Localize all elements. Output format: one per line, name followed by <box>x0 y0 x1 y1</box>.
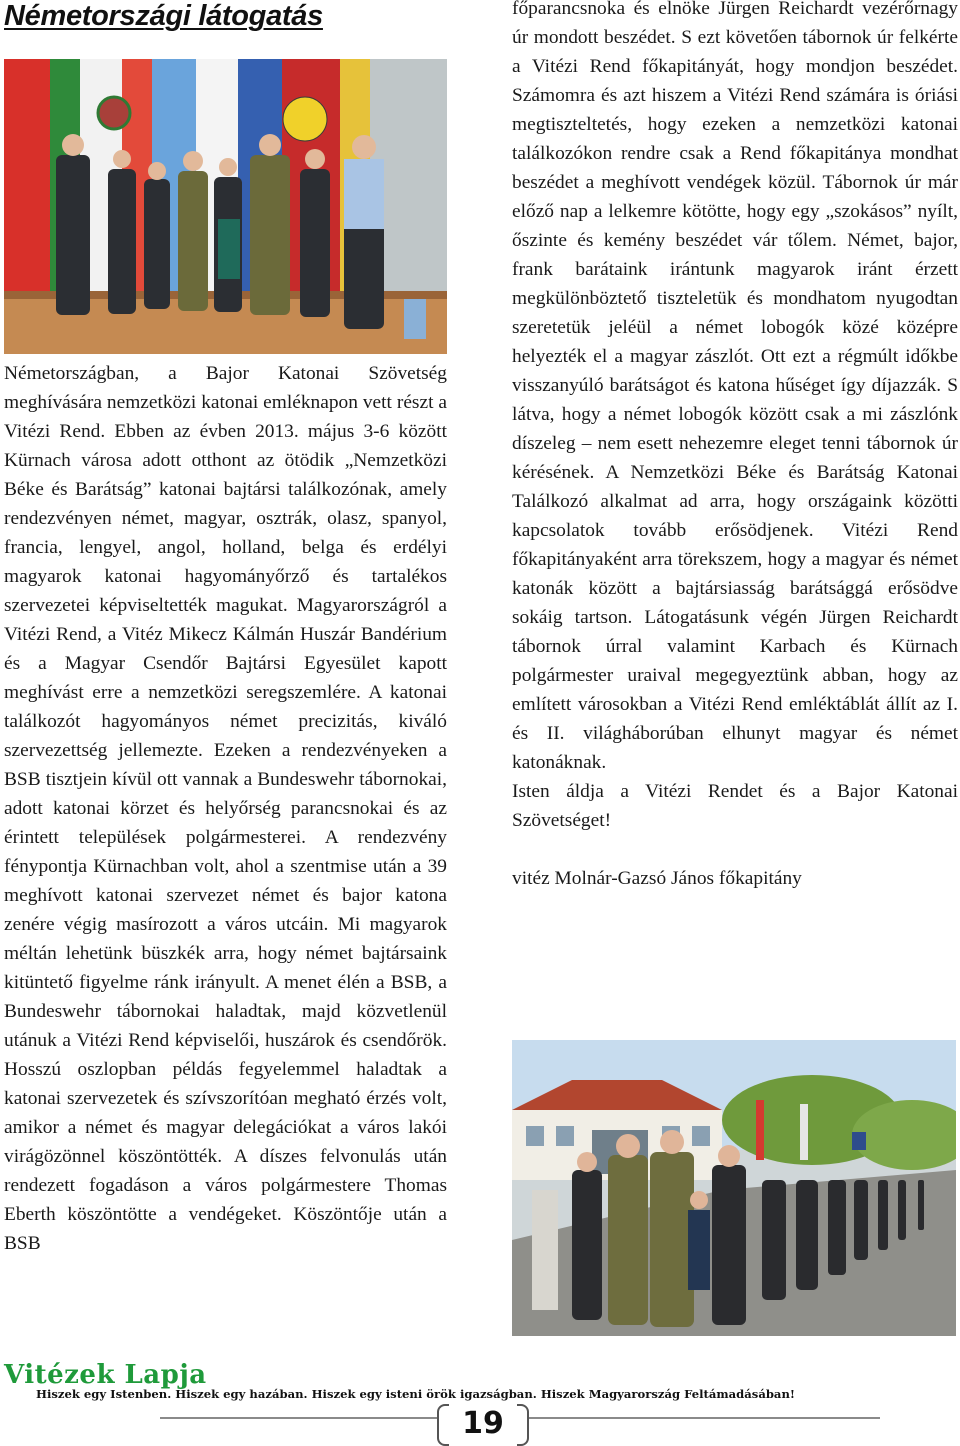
article-right-column <box>512 0 958 893</box>
group-photo <box>4 59 447 354</box>
page-number-badge <box>437 1404 529 1444</box>
group-photo-image <box>4 59 447 354</box>
parade-photo-image <box>512 1040 956 1336</box>
closing-blessing: Isten áldja a Vitézi Rendet és a Bajor Katonai Szövetséget! <box>512 781 958 831</box>
paragraph: főparancsnoka és elnöke Jürgen Reichardt vezérőrnagy úr mondott beszédet. S ezt követően tábornok úr felkérte a Vitézi Rend főkapitányát, hogy mondjon beszédet. Számomra és azt hiszem a Vitézi Rend számára is óriási megtiszteltetés, hogy ezeken a nemzetközi katonai találkozókon rendre csak a Rend főkapitánya mondhat beszédet a meghívott vendégek közül. Tábornok úr már előző nap a lelkemre kötötte, hogy egy „szokásos” nyílt, őszinte és kemény beszédet vár tőlem. Német, bajor, frank barátaink irántunk magyarok iránt érzett megkülönböztető tiszteletük és mondhatom nyugodtan szeretetük jeléül a német lobogók közé középre helyezték el a magyar zászlót. Ott ezt a régmúlt időkbe visszanyúló barátságot és katona hűséget így díjazzák. S látva, hogy a német lobogók között csak a mi zászlónk díszeleg – nem esett nehezemre eleget tenni tábornok úr kérésének. A Nemzetközi Béke és Barátság Katonai Találkozó alkalmat ad arra, hogy országaink közötti kapcsolatok tovább erősödjenek. Vitézi Rend főkapitányaként arra törekszem, hogy a magyar és német katonák között a bajtársiasság barátsággá erősödve sokáig tartson. Látogatásunk végén Jürgen Reichardt tábornok úrral valamint Karbach és Kürnach polgármester uraival megegyeztünk abban, hogy az említett városokban a Vitézi Rend emléktáblát állít az I. és II. világháborúban elhunyt magyar és német katonáknak. <box>512 0 958 773</box>
article-left-column <box>4 359 447 1258</box>
paragraph: Németországban, a Bajor Katonai Szövetség meghívására nemzetközi katonai emléknapon vett részt a Vitézi Rend. Ebben az évben 2013. május 3-6 között Kürnach városa adott otthont az ötödik „Nemzetközi Béke és Barátság” katonai bajtársi találkozónak, amely rendezvényen német, magyar, osztrák, olasz, spanyol, francia, lengyel, angol, holland, belga és erdélyi magyarok katonai hagyományőrző és tartalékos szervezetei képviseltették magukat. Magyarországról a Vitézi Rend, a Vitéz Mikecz Kálmán Huszár Bandérium és a Magyar Csendőr Bajtársi Egyesület kapott meghívást erre a nemzetközi seregszemlére. A katonai találkozót hagyományos német precizitás, kiváló szervezettség jellemezte. Ezeken a rendezvényeken a BSB tisztjein kívül ott vannak a Bundeswehr tábornokai, adott katonai körzet és helyőrség parancsnokai és az érintett települések polgármesterei. A rendezvény fénypontja Kürnachban volt, ahol a szentmise után a 39 meghívott katonai szervezet német és bajor katona zenére végig masírozott a város utcáin. Mi magyarok méltán lehetünk büszkék arra, hogy német bajtársaink kitüntető figyelme ránk irányult. A menet élén a BSB, a Bundeswehr tábornokai haladtak, majd közvetlenül utánuk a Vitézi Rend képviselői, huszárok és csendőrök. Hosszú oszlopban példás fegyelemmel haladtak a katonai szervezetek és szívszorítóan megható érzés volt, amikor a német és magyar delegációkat a város lakói virágözönnel köszöntötték. A díszes felvonulás után rendezett fogadáson a város polgármestere Thomas Eberth köszöntötte a vendégeket. Köszöntője után a BSB <box>4 363 447 1254</box>
signature: vitéz Molnár-Gazsó János főkapitány <box>512 868 802 889</box>
footer-motto: Hiszek egy Istenben. Hiszek egy hazában. Hiszek egy isteni örök igazságban. Hiszek Magyarország Feltámadásában! <box>36 1387 795 1401</box>
page-number: 19 <box>462 1406 504 1441</box>
parade-photo <box>512 1040 956 1336</box>
page-title: Németországi látogatás <box>4 0 323 32</box>
magazine-brand: Vitézek Lapja <box>4 1360 207 1390</box>
